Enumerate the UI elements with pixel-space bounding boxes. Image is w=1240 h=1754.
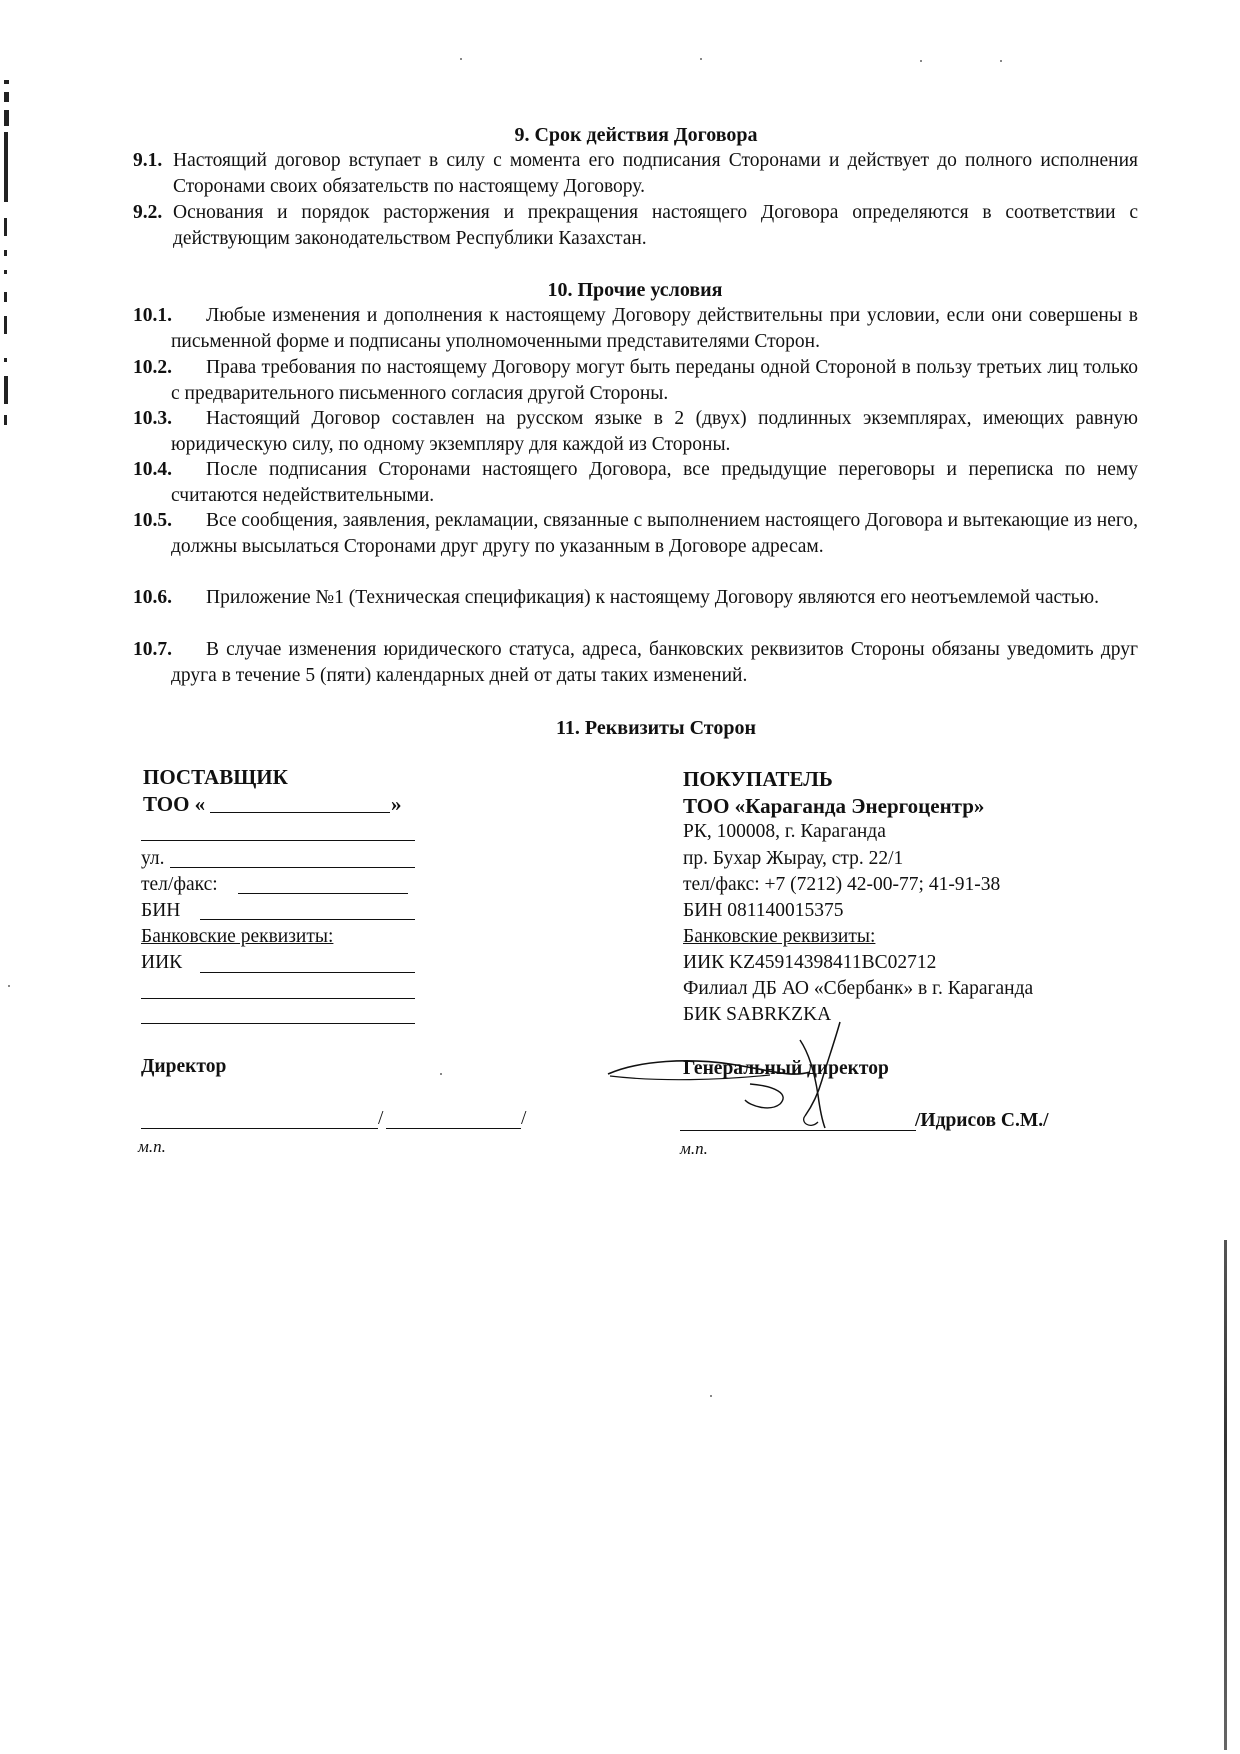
supplier-blank-line <box>141 998 415 999</box>
handwritten-signature <box>600 1020 930 1150</box>
clause-10-7 <box>133 637 1138 689</box>
supplier-heading: ПОСТАВЩИК <box>143 765 288 789</box>
clause-10-3 <box>133 406 1138 458</box>
clause-number: 10.5. <box>133 510 172 531</box>
buyer-street: пр. Бухар Жырау, стр. 22/1 <box>683 848 904 869</box>
clause-text: Все сообщения, заявления, рекламации, связанные с выполнением настоящего Договора и вытекающие из него, должны высылаться Сторонами друг другу по указанным в Договоре адресам. <box>171 510 1138 557</box>
supplier-name-line <box>386 1128 521 1129</box>
clause-number: 10.2. <box>133 357 172 378</box>
buyer-iik: ИИК KZ45914398411BC02712 <box>683 952 937 973</box>
buyer-phone: тел/факс: +7 (7212) 42-00-77; 41-91-38 <box>683 874 1001 895</box>
supplier-bin-blank <box>200 919 415 920</box>
supplier-blank-line <box>141 1023 415 1024</box>
clause-10-6 <box>133 585 1138 611</box>
buyer-bik: БИК SABRKZKA <box>683 1004 832 1025</box>
buyer-bank-label: Банковские реквизиты: <box>683 926 876 947</box>
scan-speck <box>710 1395 712 1397</box>
scan-speck <box>440 1073 442 1075</box>
scan-speck <box>460 58 462 60</box>
clause-text: Права требования по настоящему Договору могут быть переданы одной Стороной в пользу третьих лиц только с предварительного письменного согласия другой Стороны. <box>171 357 1138 404</box>
supplier-signature-slash: / <box>378 1108 384 1129</box>
buyer-heading: ПОКУПАТЕЛЬ <box>683 767 833 791</box>
supplier-blank-line <box>141 840 415 841</box>
buyer-bank: Филиал ДБ АО «Сбербанк» в г. Караганда <box>683 978 1034 999</box>
clause-text: Основания и порядок расторжения и прекращения настоящего Договора определяются в соответствии с действующим законодательством Республики Казахстан. <box>173 202 1138 249</box>
section-9-title: 9. Срок действия Договора <box>514 124 758 146</box>
buyer-signer-name: /Идрисов С.М./ <box>915 1110 1049 1131</box>
clause-number: 10.6. <box>133 587 172 608</box>
clause-number: 10.4. <box>133 459 172 480</box>
scan-speck <box>700 58 702 60</box>
clause-text: Настоящий Договор составлен на русском языке в 2 (двух) подлинных экземплярах, имеющих равную юридическую силу, по одному экземпляру для каждой из Стороны. <box>171 408 1138 455</box>
section-11-title: 11. Реквизиты Сторон <box>556 717 756 739</box>
supplier-signature-line <box>141 1128 378 1129</box>
clause-number: 10.3. <box>133 408 172 429</box>
supplier-iik-label: ИИК <box>141 952 183 973</box>
supplier-bank-label: Банковские реквизиты: <box>141 926 334 947</box>
supplier-street-label: ул. <box>141 848 165 869</box>
buyer-signer-title: Генеральный директор <box>683 1058 889 1079</box>
supplier-signature-slash: / <box>521 1108 527 1129</box>
clause-10-1 <box>133 303 1138 355</box>
supplier-company-blank <box>210 812 390 813</box>
scan-edge-artifact <box>1224 1240 1227 1750</box>
buyer-company: ТОО «Караганда Энергоцентр» <box>683 794 985 818</box>
scan-speck <box>920 60 922 62</box>
supplier-phone-label: тел/факс: <box>141 874 218 895</box>
buyer-stamp-place: м.п. <box>680 1139 708 1158</box>
buyer-bin: БИН 081140015375 <box>683 900 844 921</box>
clause-text: Настоящий договор вступает в силу с момента его подписания Сторонами и действует до полного исполнения Сторонами своих обязательств по настоящему Договору. <box>173 150 1138 197</box>
clause-9-1 <box>133 148 1138 200</box>
buyer-city: РК, 100008, г. Караганда <box>683 821 886 842</box>
clause-number: 9.2. <box>133 202 163 223</box>
supplier-company-prefix: ТОО « <box>143 792 206 816</box>
clause-text: После подписания Сторонами настоящего Договора, все предыдущие переговоры и переписка по нему считаются недействительными. <box>171 459 1138 506</box>
clause-10-2 <box>133 355 1138 407</box>
supplier-stamp-place: м.п. <box>138 1137 166 1156</box>
scan-edge-artifact <box>4 70 9 450</box>
supplier-phone-blank <box>238 893 408 894</box>
supplier-company-suffix: » <box>391 792 402 816</box>
supplier-bin-label: БИН <box>141 900 181 921</box>
scan-speck <box>8 985 10 987</box>
clause-text: Приложение №1 (Техническая спецификация) к настоящему Договору являются его неотъемлемой частью. <box>206 587 1099 608</box>
clause-9-2 <box>133 200 1138 252</box>
scan-speck <box>1000 60 1002 62</box>
clause-number: 9.1. <box>133 150 163 171</box>
section-10-title: 10. Прочие условия <box>547 279 723 301</box>
supplier-street-blank <box>170 867 415 868</box>
supplier-iik-blank <box>200 972 415 973</box>
clause-10-5 <box>133 508 1138 560</box>
clause-number: 10.7. <box>133 639 172 660</box>
clause-text: Любые изменения и дополнения к настоящему Договору действительны при условии, если они совершены в письменной форме и подписаны уполномоченными представителями Сторон. <box>171 305 1138 352</box>
clause-number: 10.1. <box>133 305 172 326</box>
supplier-signer-title: Директор <box>141 1056 227 1077</box>
clause-text: В случае изменения юридического статуса, адреса, банковских реквизитов Стороны обязаны уведомить друг друга в течение 5 (пяти) календарных дней от даты таких изменений. <box>171 639 1138 686</box>
clause-10-4 <box>133 457 1138 509</box>
